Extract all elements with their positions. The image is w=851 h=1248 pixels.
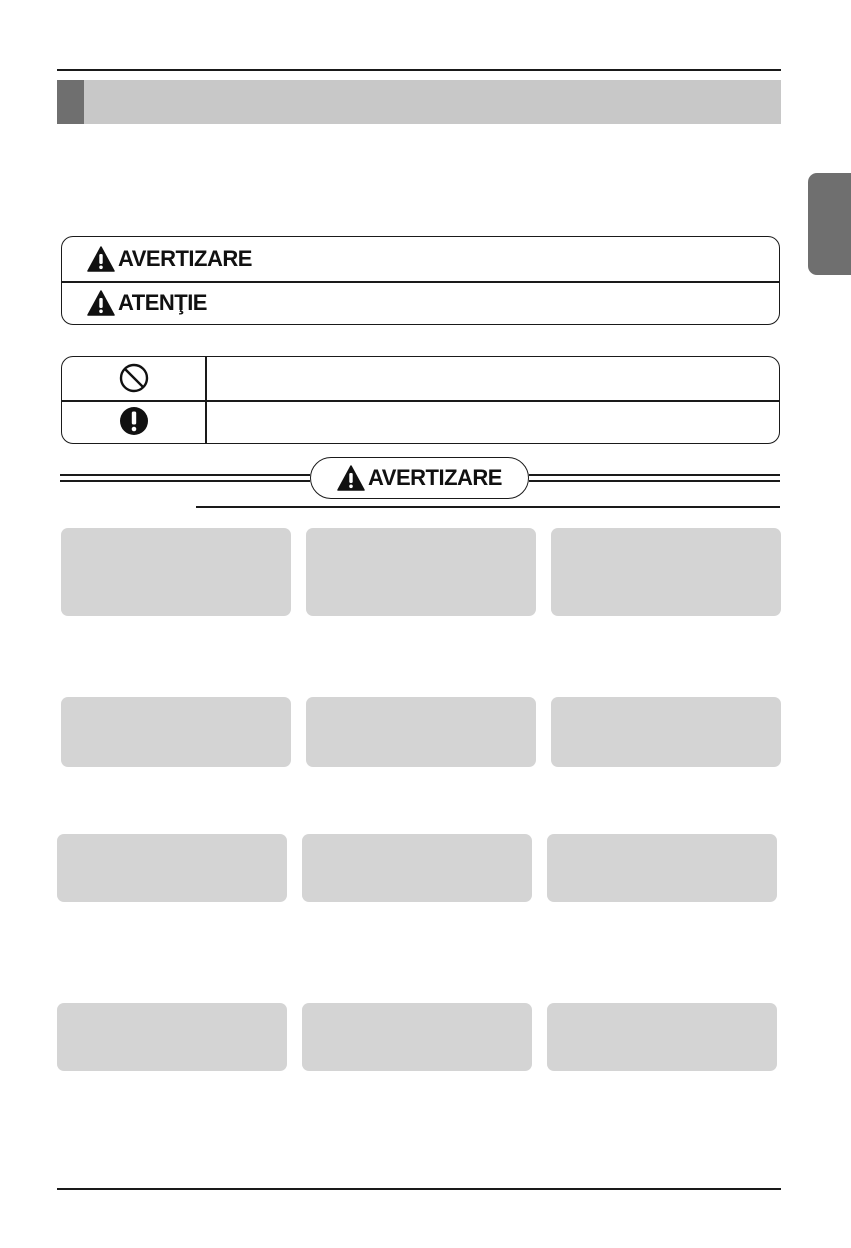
warning-triangle-icon (337, 465, 365, 491)
illustration-placeholder (61, 528, 291, 616)
banner-underline (196, 506, 780, 508)
warning-triangle-icon (87, 246, 115, 272)
illustration-placeholder (551, 528, 781, 616)
illustration-placeholder (306, 697, 536, 767)
top-rule (57, 69, 781, 71)
chapter-side-tab (808, 173, 851, 275)
signal-warning (87, 246, 252, 272)
illustration-placeholder (61, 697, 291, 767)
banner-rule (60, 480, 310, 482)
banner-rule (529, 480, 780, 482)
warning-banner (310, 457, 529, 499)
warning-banner-label: AVERTIZARE (368, 465, 502, 490)
illustration-placeholder (547, 1003, 777, 1071)
illustration-placeholder (302, 834, 532, 902)
symbol-legend-box (61, 356, 780, 444)
section-header-accent (57, 80, 84, 124)
illustration-placeholder (547, 834, 777, 902)
signal-box-divider (62, 281, 779, 283)
illustration-placeholder (551, 697, 781, 767)
warning-triangle-icon (87, 290, 115, 316)
mandatory-action-icon (119, 406, 149, 436)
illustration-placeholder (57, 834, 287, 902)
section-header-bar (57, 80, 781, 124)
illustration-placeholder (302, 1003, 532, 1071)
symbol-box-vdivider (205, 357, 207, 443)
illustration-placeholder (57, 1003, 287, 1071)
banner-rule (60, 474, 310, 476)
prohibition-icon (119, 363, 149, 393)
signal-warning-label: AVERTIZARE (118, 246, 252, 271)
signal-word-box (61, 236, 780, 325)
banner-rule (529, 474, 780, 476)
illustration-placeholder (306, 528, 536, 616)
signal-caution (87, 290, 207, 316)
symbol-box-hdivider (62, 400, 779, 402)
signal-caution-label: ATENŢIE (118, 290, 207, 315)
bottom-rule (57, 1188, 781, 1190)
